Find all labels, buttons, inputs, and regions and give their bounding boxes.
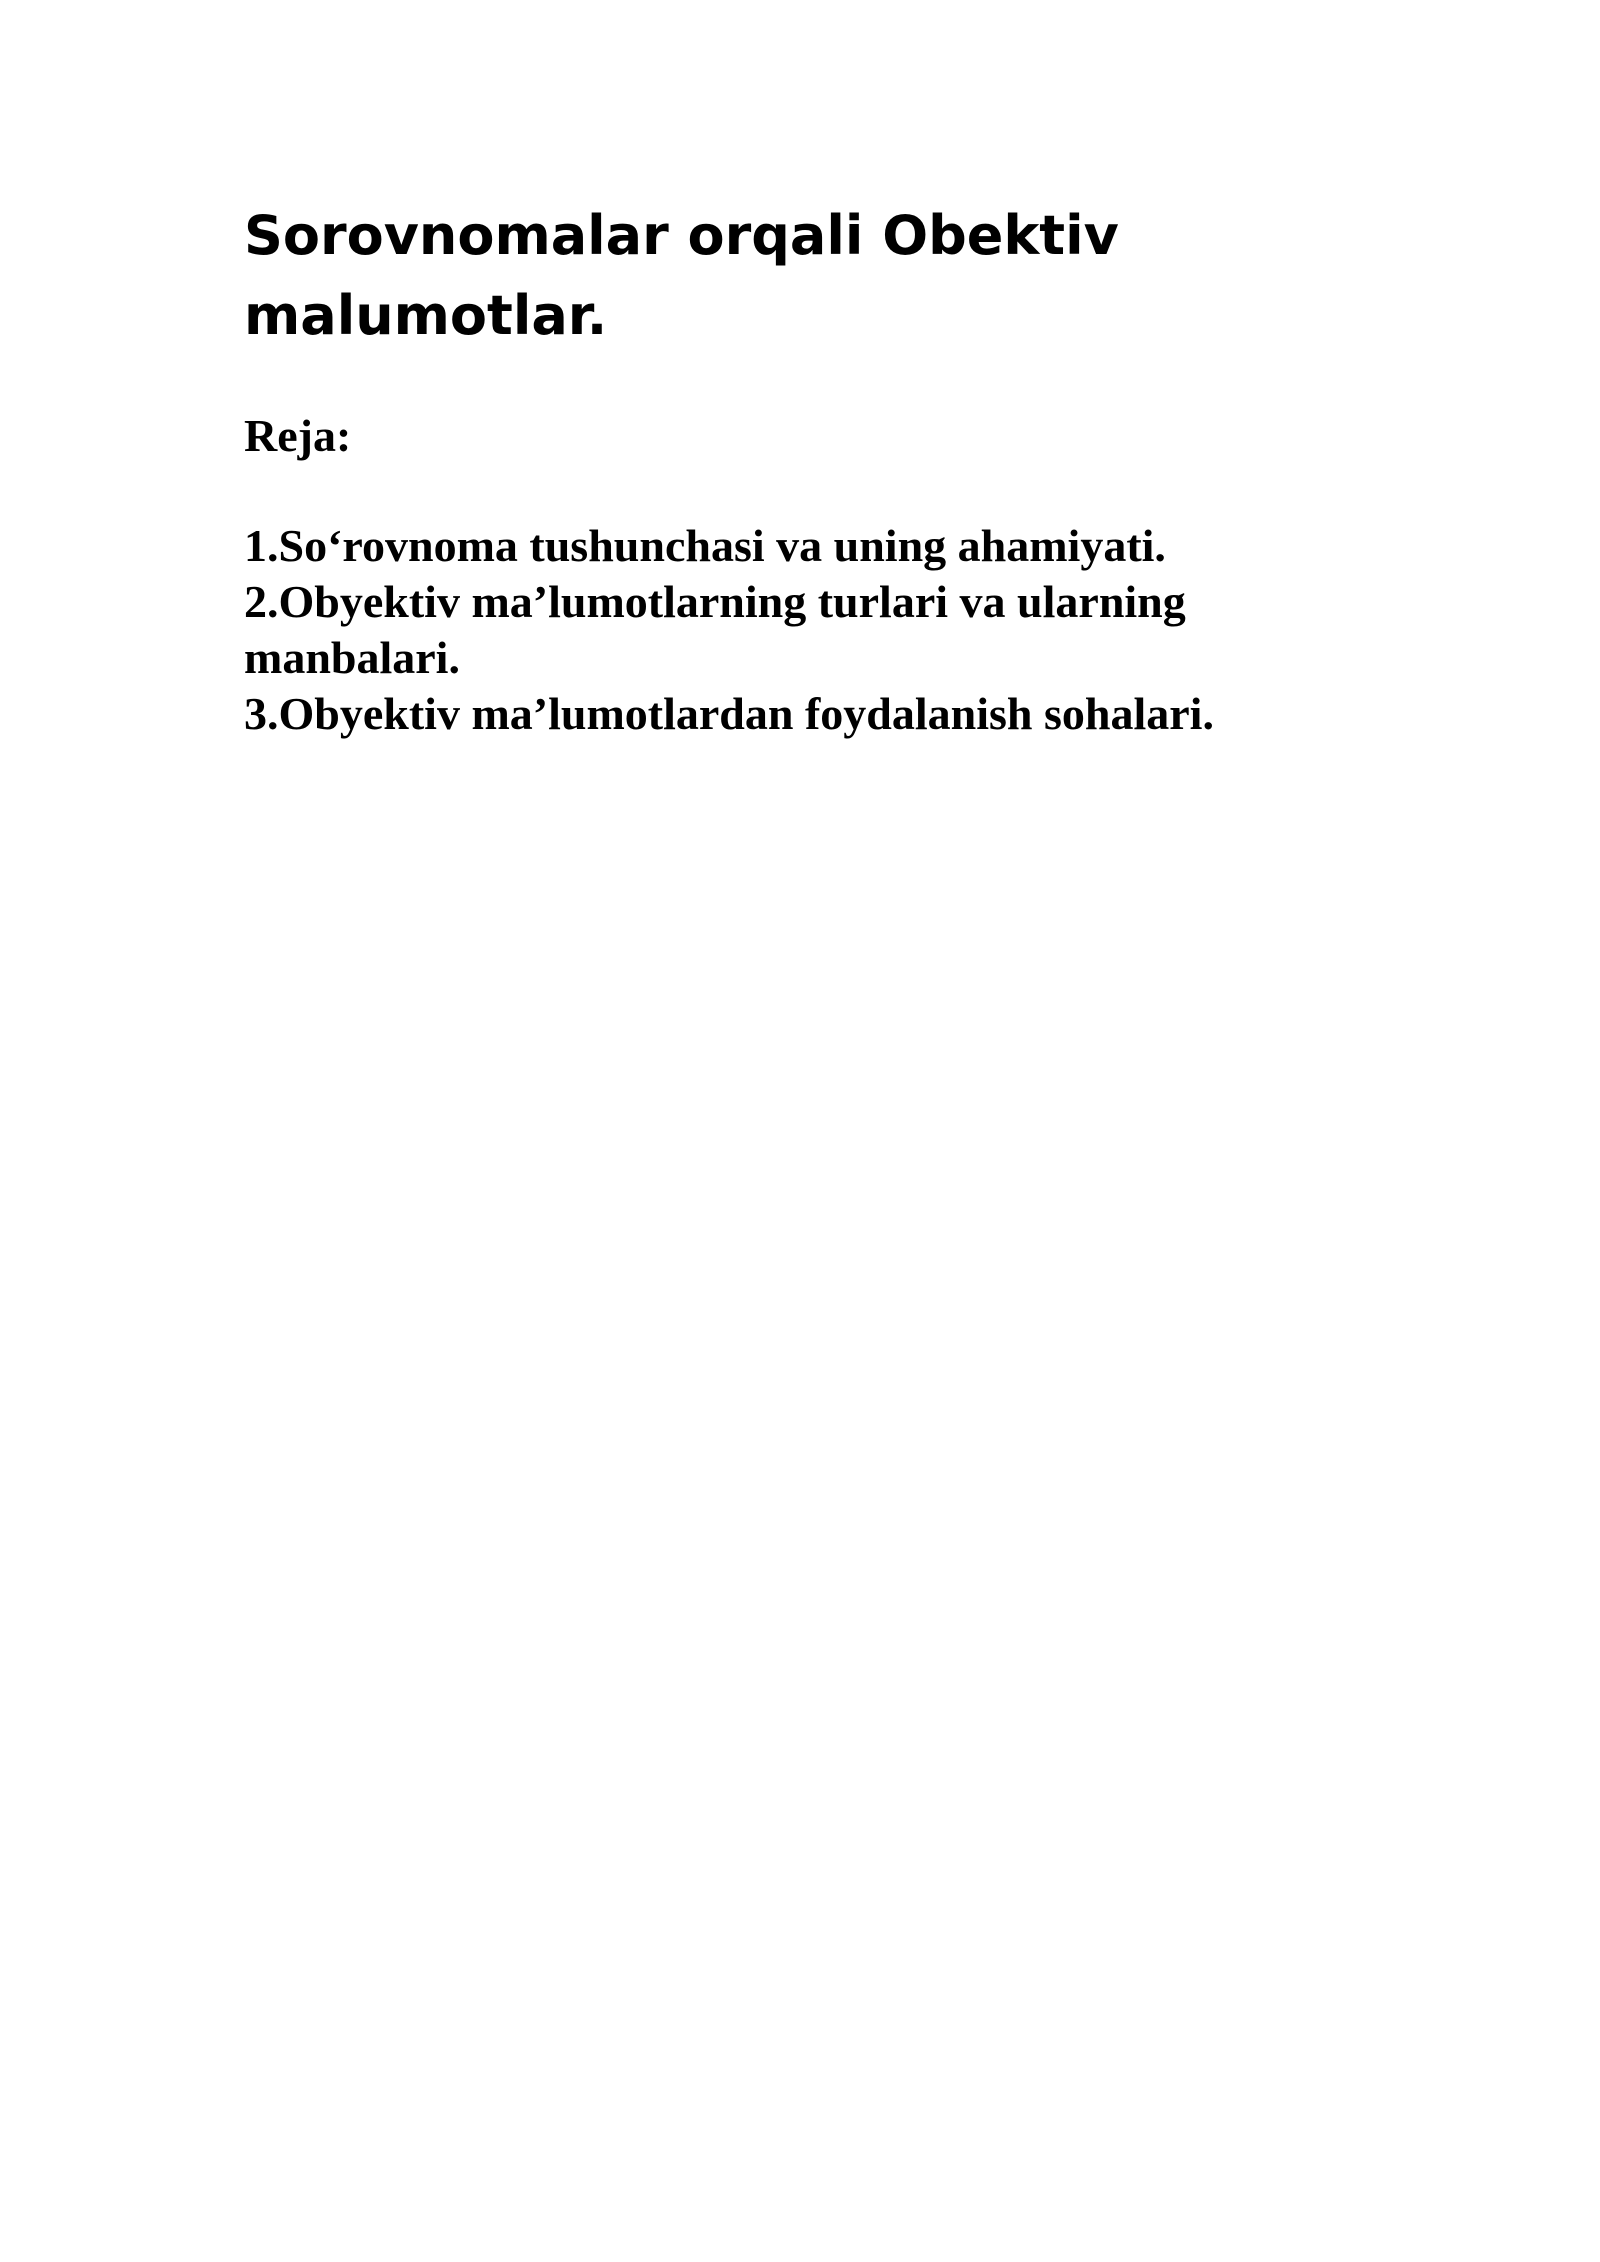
plan-item-2: 2.Obyektiv ma’lumotlarning turlari va ularning manbalari. [244,576,1186,683]
document-content [244,196,1394,742]
plan-item-1: 1.So‘rovnoma tushunchasi va uning ahamiyati. [244,520,1166,571]
plan-list [244,518,1344,742]
document-title: Sorovnomalar orqali Obektiv malumotlar. [244,204,1119,347]
plan-heading: Reja: [244,410,352,461]
plan-item-3: 3.Obyektiv ma’lumotlardan foydalanish sohalari. [244,688,1214,739]
